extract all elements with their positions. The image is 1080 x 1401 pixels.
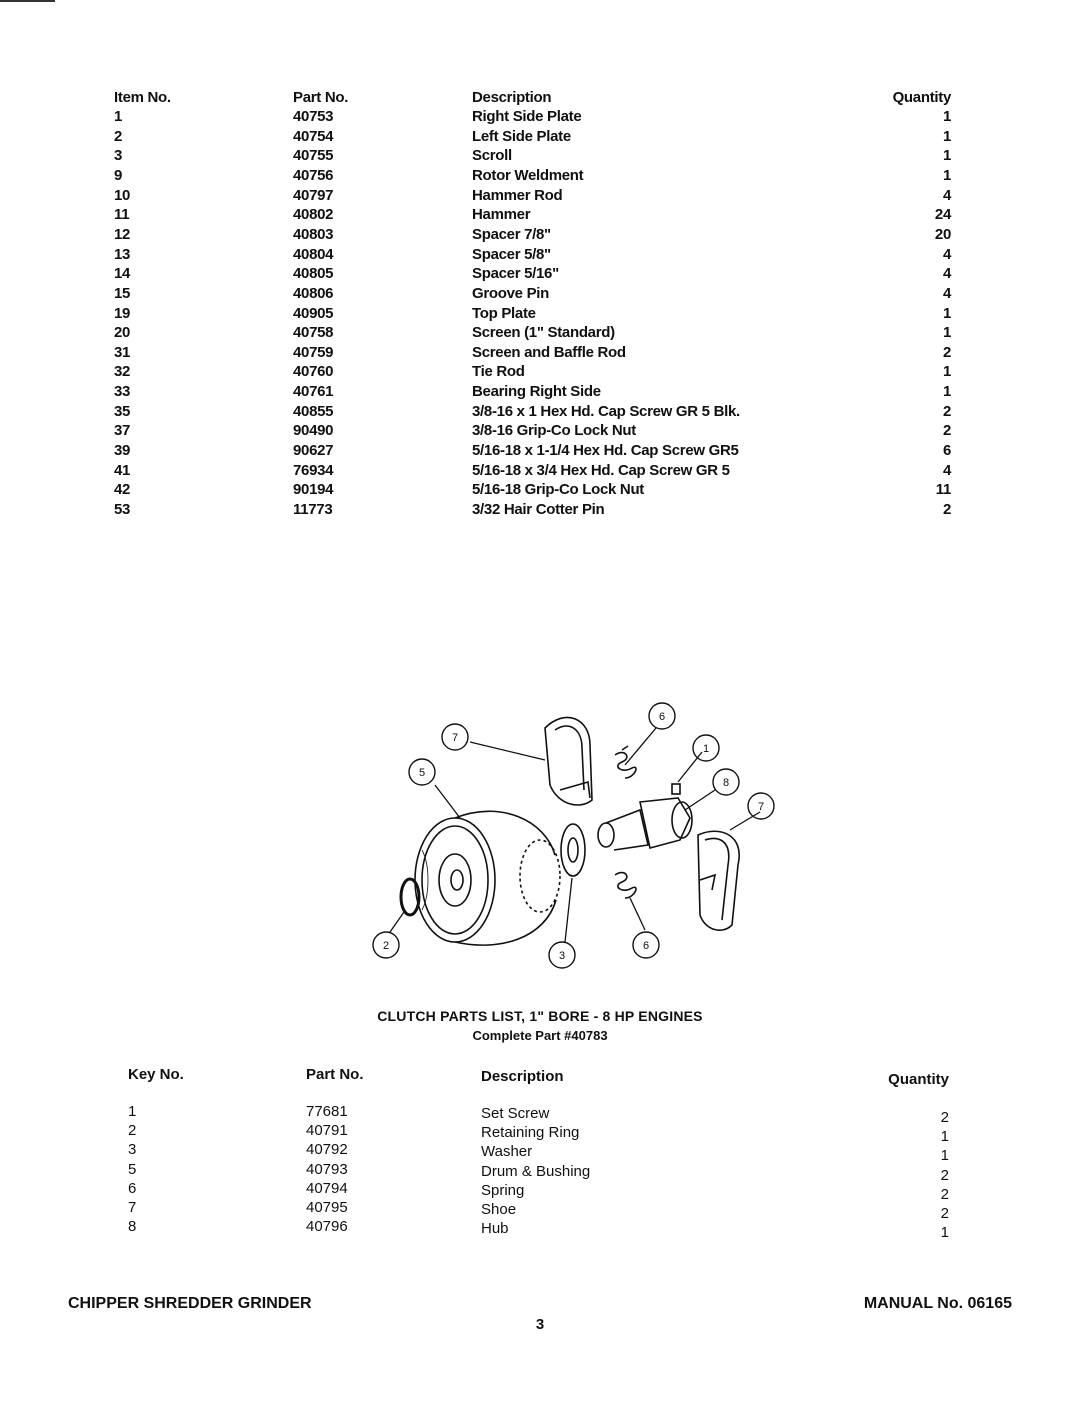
cell-item-no: 13 <box>114 245 131 263</box>
cell-part-no: 40755 <box>293 147 334 165</box>
parts-table-row <box>0 285 1080 305</box>
cell-item-no: 53 <box>114 501 131 518</box>
cell-item-no: 37 <box>114 422 131 440</box>
cell-quantity: 2 <box>942 422 951 440</box>
cell-quantity: 4 <box>942 245 951 263</box>
footer-product-name: CHIPPER SHREDDER GRINDER <box>68 1295 312 1312</box>
cell-part-no: 40754 <box>293 127 334 145</box>
cell-quantity: 1 <box>942 383 951 401</box>
cell-part-no: 40802 <box>293 206 334 224</box>
cell-description: Groove Pin <box>472 284 550 302</box>
clutch-table-row <box>0 1103 1080 1126</box>
cell-part-no: 40758 <box>293 324 334 342</box>
cell-description: Spacer 5/16" <box>472 265 559 283</box>
shoe-right-part <box>698 831 739 930</box>
cell-item-no: 1 <box>114 108 123 125</box>
cell-quantity: 4 <box>942 461 951 479</box>
parts-table-row <box>0 324 1080 344</box>
header-part-no: Part No. <box>293 89 349 106</box>
cell-quantity: 1 <box>942 147 951 165</box>
cell-key-no: 3 <box>128 1141 137 1159</box>
cell-part-no: 40806 <box>293 284 334 302</box>
cell-description: Screen (1" Standard) <box>472 324 615 342</box>
cell-clutch-part-no: 77681 <box>306 1103 348 1120</box>
cell-part-no: 40803 <box>293 225 334 243</box>
cell-clutch-part-no: 40792 <box>306 1141 348 1159</box>
cell-clutch-description: Drum & Bushing <box>481 1162 591 1180</box>
cell-clutch-quantity: 2 <box>940 1205 949 1222</box>
parts-table-row <box>0 481 1080 501</box>
callout-5: 5 <box>418 767 426 779</box>
cell-part-no: 40756 <box>293 166 334 184</box>
parts-table-row <box>0 108 1080 128</box>
cell-description: Spacer 5/8" <box>472 245 551 263</box>
cell-part-no: 90194 <box>293 481 334 499</box>
cell-description: 3/8-16 x 1 Hex Hd. Cap Screw GR 5 Blk. <box>472 402 740 420</box>
callout-8: 8 <box>722 777 730 789</box>
header-description: Description <box>472 89 552 106</box>
cell-clutch-description: Spring <box>481 1181 525 1199</box>
cell-clutch-part-no: 40791 <box>306 1122 348 1140</box>
clutch-table-row <box>0 1199 1080 1222</box>
cell-item-no: 12 <box>114 225 131 243</box>
clutch-table-row <box>0 1160 1080 1184</box>
cell-part-no: 90490 <box>293 422 334 440</box>
callout-7-top: 7 <box>451 732 459 744</box>
cell-item-no: 10 <box>114 186 131 204</box>
leader-lines <box>390 728 760 942</box>
parts-table-row <box>0 128 1080 148</box>
cell-quantity: 2 <box>942 402 951 420</box>
cell-clutch-quantity: 1 <box>940 1128 949 1146</box>
cell-part-no: 40760 <box>293 363 334 381</box>
cell-clutch-description: Shoe <box>481 1201 517 1218</box>
clutch-table-row <box>0 1179 1080 1203</box>
footer-manual-number: MANUAL No. 06165 <box>863 1295 1012 1312</box>
cell-part-no: 40759 <box>293 343 334 361</box>
cell-description: 5/16-18 Grip-Co Lock Nut <box>472 481 645 499</box>
callout-3: 3 <box>558 950 566 962</box>
cell-quantity: 24 <box>934 206 951 224</box>
cell-clutch-description: Hub <box>481 1220 509 1238</box>
cell-clutch-description: Washer <box>481 1143 533 1161</box>
header-clutch-quantity: Quantity <box>888 1071 949 1088</box>
cell-clutch-part-no: 40796 <box>306 1218 348 1236</box>
cell-item-no: 9 <box>114 166 123 184</box>
callout-2: 2 <box>382 940 390 952</box>
header-key-no: Key No. <box>128 1066 184 1083</box>
cell-quantity: 2 <box>942 501 951 518</box>
cell-clutch-quantity: 2 <box>940 1185 949 1203</box>
cell-description: Rotor Weldment <box>472 166 584 184</box>
cell-part-no: 40805 <box>293 265 334 283</box>
cell-description: 5/16-18 x 3/4 Hex Hd. Cap Screw GR 5 <box>472 461 730 479</box>
spring-lower-part <box>615 873 636 898</box>
parts-table-row <box>0 187 1080 207</box>
cell-quantity: 1 <box>942 304 951 322</box>
cell-part-no: 76934 <box>293 461 334 479</box>
cell-quantity: 4 <box>942 265 951 283</box>
cell-key-no: 1 <box>128 1103 137 1120</box>
header-quantity: Quantity <box>892 89 951 106</box>
parts-table-row <box>0 403 1080 423</box>
cell-description: 5/16-18 x 1-1/4 Hex Hd. Cap Screw GR5 <box>472 442 739 460</box>
clutch-parts-title: CLUTCH PARTS LIST, 1" BORE - 8 HP ENGINES <box>377 1008 703 1024</box>
cell-description: 3/8-16 Grip-Co Lock Nut <box>472 422 636 440</box>
cell-part-no: 40804 <box>293 245 334 263</box>
cell-item-no: 2 <box>114 127 123 145</box>
cell-quantity: 1 <box>942 127 951 145</box>
cell-item-no: 11 <box>114 206 130 224</box>
cell-item-no: 33 <box>114 383 131 401</box>
cell-key-no: 8 <box>128 1218 137 1236</box>
header-clutch-description: Description <box>481 1068 564 1085</box>
top-rule <box>0 0 55 2</box>
cell-quantity: 6 <box>942 442 951 460</box>
cell-quantity: 1 <box>942 166 951 184</box>
cell-item-no: 31 <box>114 343 131 361</box>
cell-item-no: 14 <box>114 265 131 283</box>
cell-part-no: 40761 <box>293 383 334 401</box>
cell-item-no: 41 <box>114 461 131 479</box>
cell-clutch-description: Retaining Ring <box>481 1124 580 1142</box>
cell-description: Scroll <box>472 147 512 165</box>
parts-table-row <box>0 422 1080 442</box>
parts-table-header <box>0 89 1080 109</box>
callout-6-bottom: 6 <box>642 940 650 952</box>
parts-table-row <box>0 383 1080 403</box>
parts-table-row <box>0 206 1080 226</box>
cell-description: Right Side Plate <box>472 108 582 125</box>
cell-key-no: 7 <box>128 1199 137 1216</box>
parts-table-row <box>0 305 1080 325</box>
cell-description: Bearing Right Side <box>472 383 601 401</box>
cell-quantity: 4 <box>942 186 951 204</box>
parts-table-row <box>0 363 1080 383</box>
cell-part-no: 40797 <box>293 186 334 204</box>
cell-quantity: 20 <box>934 225 951 243</box>
header-item-no: Item No. <box>114 89 171 106</box>
drum-bushing-part <box>415 811 560 945</box>
clutch-table-row <box>0 1122 1080 1146</box>
hub-part <box>598 798 692 850</box>
cell-clutch-part-no: 40794 <box>306 1179 348 1197</box>
cell-quantity: 1 <box>942 108 951 125</box>
cell-item-no: 3 <box>114 147 123 165</box>
callout-6-top: 6 <box>658 711 666 723</box>
parts-table-row <box>0 265 1080 285</box>
clutch-table-header <box>0 1066 1080 1086</box>
cell-item-no: 35 <box>114 402 131 420</box>
set-screw-part <box>672 784 680 794</box>
cell-item-no: 19 <box>114 304 131 322</box>
cell-description: Tie Rod <box>472 363 525 381</box>
cell-clutch-quantity: 2 <box>940 1166 949 1184</box>
clutch-table-row <box>0 1141 1080 1165</box>
cell-description: Hammer Rod <box>472 186 563 204</box>
shoe-upper-part <box>545 717 592 805</box>
parts-table-row <box>0 167 1080 187</box>
cell-part-no: 90627 <box>293 442 334 460</box>
cell-part-no: 40855 <box>293 402 334 420</box>
parts-table-row <box>0 147 1080 167</box>
cell-clutch-quantity: 1 <box>940 1147 949 1165</box>
cell-quantity: 4 <box>942 284 951 302</box>
clutch-complete-part: Complete Part #40783 <box>472 1028 608 1043</box>
parts-table-row <box>0 344 1080 364</box>
cell-key-no: 5 <box>128 1160 137 1178</box>
cell-description: Top Plate <box>472 304 536 322</box>
parts-table-row <box>0 246 1080 266</box>
parts-table-row <box>0 226 1080 246</box>
clutch-table-row <box>0 1218 1080 1242</box>
cell-description: Spacer 7/8" <box>472 225 551 243</box>
cell-description: 3/32 Hair Cotter Pin <box>472 501 605 518</box>
cell-clutch-part-no: 40795 <box>306 1199 348 1216</box>
cell-key-no: 6 <box>128 1179 137 1197</box>
cell-description: Left Side Plate <box>472 127 571 145</box>
cell-clutch-part-no: 40793 <box>306 1160 348 1178</box>
cell-part-no: 11773 <box>293 501 333 518</box>
cell-clutch-description: Set Screw <box>481 1105 550 1122</box>
cell-item-no: 20 <box>114 324 131 342</box>
cell-quantity: 11 <box>935 481 951 499</box>
parts-table-row <box>0 501 1080 521</box>
parts-table-row <box>0 442 1080 462</box>
cell-quantity: 1 <box>942 363 951 381</box>
cell-clutch-quantity: 2 <box>940 1109 949 1126</box>
cell-item-no: 15 <box>114 284 131 302</box>
header-clutch-part-no: Part No. <box>306 1066 364 1083</box>
cell-clutch-quantity: 1 <box>940 1224 949 1242</box>
cell-key-no: 2 <box>128 1122 137 1140</box>
page-number: 3 <box>535 1316 545 1333</box>
callout-1: 1 <box>702 743 710 755</box>
cell-description: Hammer <box>472 206 531 224</box>
cell-quantity: 1 <box>942 324 951 342</box>
callout-7-right: 7 <box>757 801 765 813</box>
cell-description: Screen and Baffle Rod <box>472 343 626 361</box>
cell-part-no: 40905 <box>293 304 334 322</box>
cell-item-no: 39 <box>114 442 131 460</box>
parts-table-row <box>0 462 1080 482</box>
washer-part <box>561 824 585 876</box>
cell-part-no: 40753 <box>293 108 334 125</box>
clutch-exploded-diagram <box>360 690 780 980</box>
cell-quantity: 2 <box>942 343 951 361</box>
cell-item-no: 42 <box>114 481 131 499</box>
cell-item-no: 32 <box>114 363 131 381</box>
spring-upper-part <box>615 746 636 778</box>
